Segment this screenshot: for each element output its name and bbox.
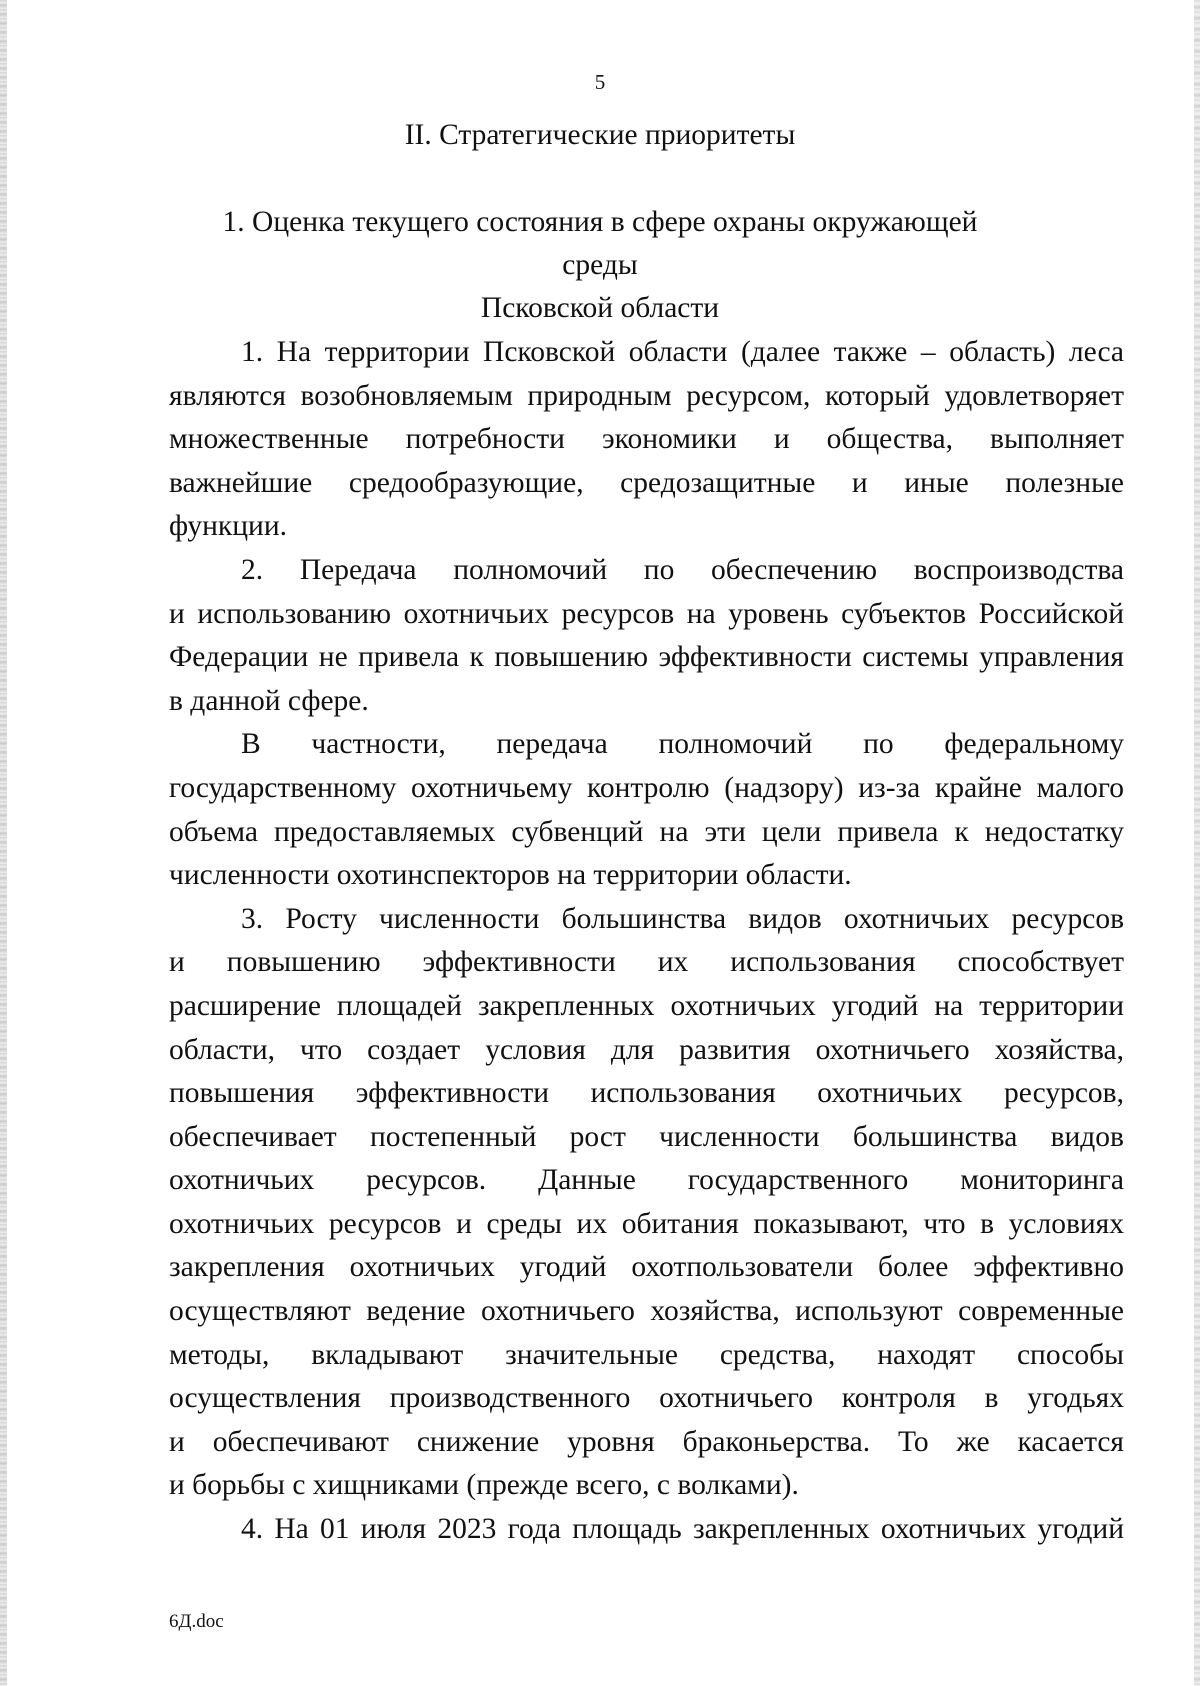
text-line: Федерации не привела к повышению эффективности системы управления [169,641,1124,674]
text-line: повышения эффективности использования охотничьих ресурсов, [169,1077,1124,1110]
text-line: в данной сфере. [169,684,369,717]
text-line: 3. Росту численности большинства видов охотничьих ресурсов [241,902,1124,935]
subsection-title-line: Псковской области [480,292,720,324]
text-line: численности охотинспекторов на территории области. [169,859,852,892]
text-line: 2. Передача полномочий по обеспечению воспроизводства [241,553,1124,586]
document-body [169,331,1124,1552]
text-line: 1. На территории Псковской области (далее также – область) леса [241,336,1124,368]
text-line: и повышению эффективности их использования способствует [169,946,1124,979]
text-line: 4. На 01 июля 2023 года площадь закрепленных охотничьих угодий [241,1513,1124,1546]
text-line: В частности, передача полномочий по федеральному [241,728,1124,761]
subsection-title-line: 1. Оценка текущего состояния в сфере охраны окружающей среды [222,206,978,281]
scan-edge-left [0,0,7,1686]
paragraph-3 [169,723,1124,897]
text-line: множественные потребности экономики и общества, выполняет [169,423,1124,456]
paragraph-5 [169,1508,1124,1552]
text-line: объема предоставляемых субвенций на эти цели привела к недостатку [169,815,1124,848]
text-line: и использованию охотничьих ресурсов на уровень субъектов Российской [169,597,1124,630]
paragraph-4 [169,898,1124,1508]
text-line: расширение площадей закрепленных охотничьих угодий на территории [169,989,1124,1022]
text-line: обеспечивает постепенный рост численности большинства видов [169,1120,1124,1153]
text-line: закрепления охотничьих угодий охотпользователи более эффективно [169,1251,1124,1284]
text-line: важнейшие средообразующие, средозащитные и иные полезные [169,466,1124,499]
scan-edge-right [1194,0,1200,1686]
text-line: охотничьих ресурсов и среды их обитания показывают, что в условиях [169,1207,1124,1240]
text-line: и обеспечивают снижение уровня браконьерства. То же касается [169,1425,1124,1458]
page-number: 5 [594,70,606,94]
text-line: осуществляют ведение охотничьего хозяйства, используют современные [169,1295,1124,1328]
subsection-title [200,201,1000,330]
section-title: II. Стратегические приоритеты [404,119,796,151]
text-line: области, что создает условия для развития охотничьего хозяйства, [169,1033,1124,1066]
text-line: осуществления производственного охотничьего контроля в угодьях [169,1382,1124,1415]
text-line: охотничьих ресурсов. Данные государственного мониторинга [169,1164,1124,1197]
text-line: являются возобновляемым природным ресурсом, который удовлетворяет [169,379,1124,412]
text-line: функции. [169,510,287,543]
paragraph-1 [169,331,1124,549]
text-line: методы, вкладывают значительные средства, находят способы [169,1338,1124,1371]
paragraph-2 [169,549,1124,723]
footer-filename: 6Д.doc [169,1611,224,1632]
text-line: и борьбы с хищниками (прежде всего, с волками). [169,1469,799,1502]
text-line: государственному охотничьему контролю (надзору) из-за крайне малого [169,771,1124,804]
